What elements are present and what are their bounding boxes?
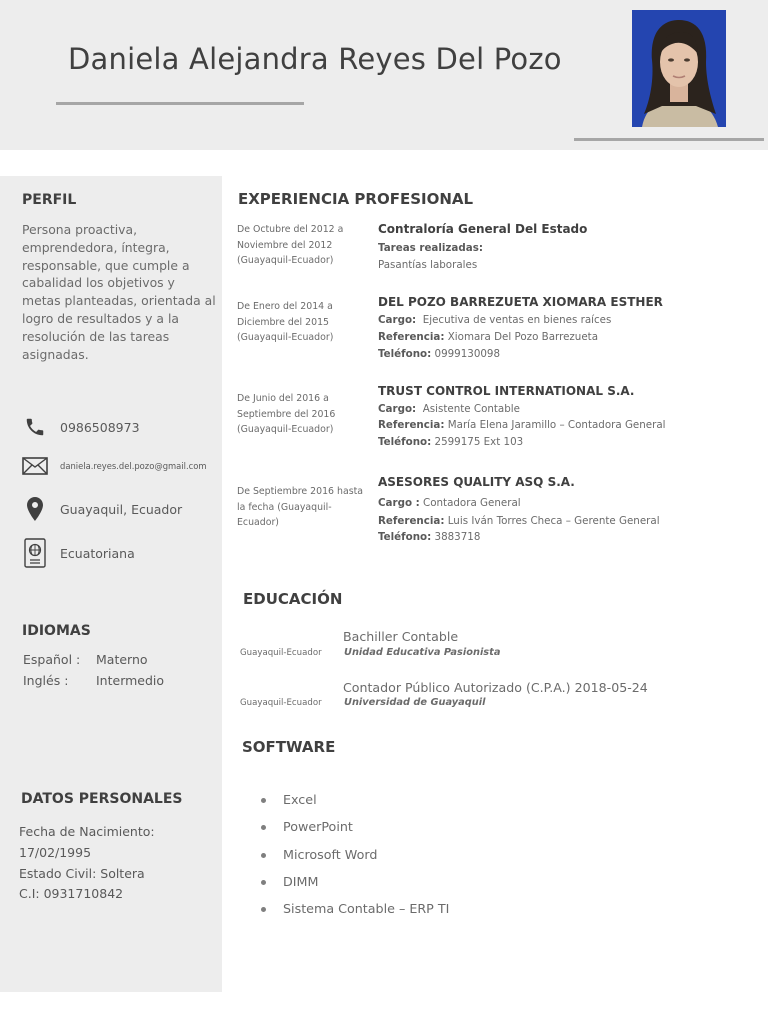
nationality-text: Ecuatoriana	[60, 545, 135, 561]
language-level: Intermedio	[96, 673, 165, 688]
email-text[interactable]: daniela.reyes.del.pozo@gmail.com	[60, 461, 207, 471]
job-detail-label: Cargo:	[378, 314, 417, 326]
education-location: Guayaquil-Ecuador	[240, 698, 322, 708]
job-detail-value: Contadora General	[423, 497, 521, 509]
datos-heading: DATOS PERSONALES	[21, 791, 183, 807]
job-detail	[378, 436, 523, 448]
job-date: De Enero del 2014 a Diciembre del 2015 (Guayaquil-Ecuador)	[237, 301, 334, 343]
idiomas-heading: IDIOMAS	[22, 623, 91, 639]
datos-personales	[19, 822, 155, 905]
job-detail-value: Pasantías laborales	[378, 259, 478, 271]
educacion-heading: EDUCACIÓN	[243, 590, 343, 608]
job-detail-value: 0999130098	[434, 348, 501, 360]
contact-nationality	[22, 538, 135, 568]
job-detail	[378, 531, 480, 543]
experiencia-heading: EXPERIENCIA PROFESIONAL	[238, 190, 474, 208]
job-detail-label: Teléfono:	[378, 436, 432, 448]
job-detail	[378, 403, 520, 415]
job-detail	[378, 259, 477, 271]
candidate-name: Daniela Alejandra Reyes Del Pozo	[68, 42, 562, 76]
education-institution: Unidad Educativa Pasionista	[344, 647, 501, 658]
job-detail-value: Xiomara Del Pozo Barrezueta	[447, 331, 599, 343]
education-degree: Bachiller Contable	[343, 629, 459, 644]
job-company: ASESORES QUALITY ASQ S.A.	[378, 475, 575, 489]
job-detail	[378, 515, 660, 527]
contact-location	[22, 494, 182, 524]
profile-photo	[632, 10, 726, 127]
job-date: De Junio del 2016 a Septiembre del 2016 (Guayaquil-Ecuador)	[237, 393, 336, 435]
job-date: De Septiembre 2016 hasta la fecha (Guayaquil-Ecuador)	[237, 486, 363, 528]
list-item: PowerPoint	[260, 817, 449, 844]
contact-email	[22, 451, 207, 481]
job-detail	[378, 348, 500, 360]
phone-text: 0986508973	[60, 419, 140, 435]
list-item: DIMM	[260, 872, 449, 899]
job-detail-label: Tareas realizadas:	[378, 242, 483, 254]
list-item: Excel	[260, 790, 449, 817]
job-detail-value: 2599175 Ext 103	[434, 436, 524, 448]
language-row	[23, 652, 148, 667]
job-detail-value: Ejecutiva de ventas en bienes raíces	[422, 314, 612, 326]
job-detail-label: Referencia:	[378, 419, 445, 431]
language-level: Materno	[96, 652, 148, 667]
language-row	[23, 673, 165, 688]
name-underline	[56, 102, 304, 105]
job-detail-value: Luis Iván Torres Checa – Gerente General	[447, 515, 660, 527]
perfil-heading: PERFIL	[22, 192, 77, 208]
birth-label: Fecha de Nacimiento:	[19, 824, 155, 839]
location-text: Guayaquil, Ecuador	[60, 501, 183, 517]
contact-phone	[22, 412, 140, 442]
list-item: Microsoft Word	[260, 845, 449, 872]
job-company: Contraloría General Del Estado	[378, 222, 588, 236]
language-name: Inglés :	[23, 673, 69, 688]
list-item: Sistema Contable – ERP TI	[260, 899, 449, 926]
job-detail-value: Asistente Contable	[422, 403, 520, 415]
software-heading: SOFTWARE	[242, 738, 336, 756]
job-detail-label: Cargo:	[378, 403, 417, 415]
perfil-text: Persona proactiva, emprendedora, íntegra, responsable, que cumple a cabalidad los objetivos y metas planteadas, orientada al logro de resultados y a la resolución de las tareas asignadas.	[22, 222, 216, 362]
job-detail-value: María Elena Jaramillo – Contadora General	[447, 419, 666, 431]
marital-status: Estado Civil: Soltera	[19, 865, 145, 881]
job-detail-label: Referencia:	[378, 331, 445, 343]
birth-value: 17/02/1995	[19, 844, 92, 860]
job-detail	[378, 314, 611, 326]
job-detail-label: Teléfono:	[378, 531, 432, 543]
language-name: Español :	[23, 652, 81, 667]
id-number: C.I: 0931710842	[19, 886, 124, 902]
job-date: De Octubre del 2012 a Noviembre del 2012 (Guayaquil-Ecuador)	[237, 224, 344, 266]
job-detail	[378, 331, 598, 343]
job-detail-label: Referencia:	[378, 515, 445, 527]
job-detail-label: Cargo :	[378, 497, 420, 509]
photo-underline	[574, 138, 764, 141]
job-company: DEL POZO BARREZUETA XIOMARA ESTHER	[378, 295, 663, 309]
education-institution: Universidad de Guayaquil	[344, 697, 486, 708]
passport-icon	[22, 538, 48, 568]
job-detail-value: 3883718	[434, 531, 481, 543]
job-detail	[378, 419, 666, 431]
education-location: Guayaquil-Ecuador	[240, 648, 322, 658]
software-list	[260, 790, 449, 926]
job-detail	[378, 242, 483, 254]
envelope-icon	[22, 451, 48, 481]
phone-icon	[22, 412, 48, 442]
location-pin-icon	[22, 494, 48, 524]
education-degree: Contador Público Autorizado (C.P.A.) 2018-05-24	[343, 680, 648, 695]
job-company: TRUST CONTROL INTERNATIONAL S.A.	[378, 384, 635, 398]
job-detail	[378, 497, 521, 509]
job-detail-label: Teléfono:	[378, 348, 432, 360]
